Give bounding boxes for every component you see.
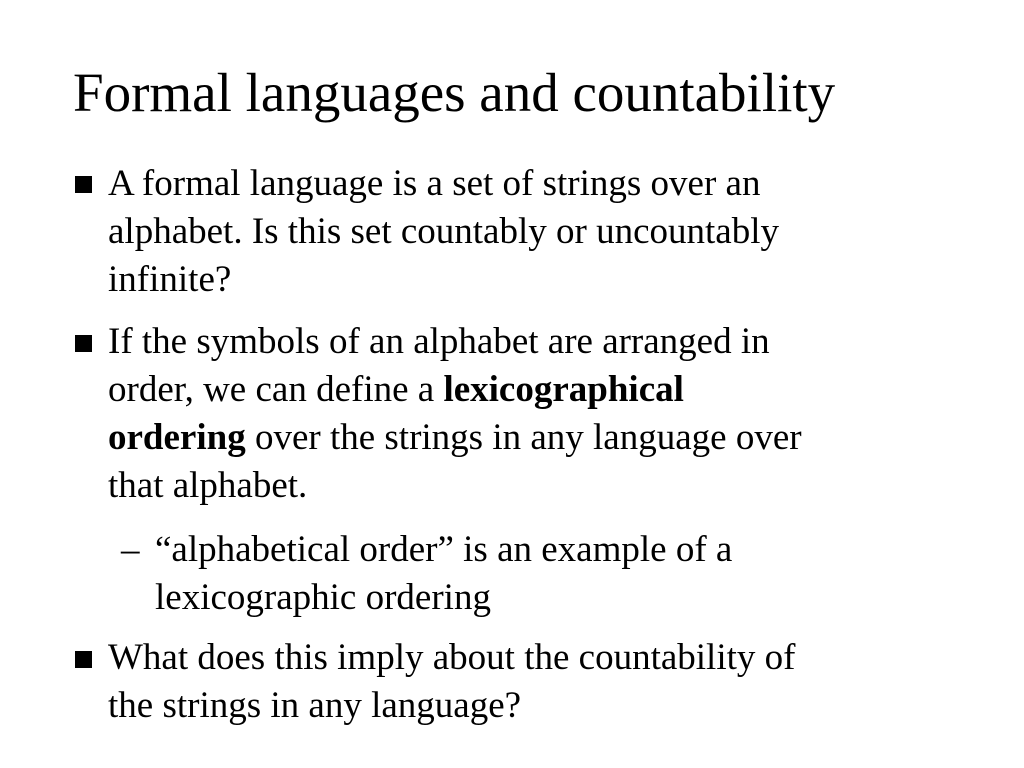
text-line: the strings in any language? bbox=[108, 685, 522, 726]
text-segment: order, we can define a bbox=[108, 369, 444, 410]
text-line: A formal language is a set of strings over an bbox=[108, 163, 761, 204]
sub-bullet-text bbox=[155, 526, 975, 622]
bold-term: lexicographical bbox=[443, 369, 684, 410]
text-line: that alphabet. bbox=[108, 465, 308, 506]
text-line bbox=[108, 366, 988, 414]
text-segment: over the strings in any language over bbox=[245, 417, 802, 458]
text-line: infinite? bbox=[108, 259, 232, 300]
bullet-text bbox=[108, 318, 988, 510]
text-line bbox=[108, 414, 988, 462]
text-line: lexicographic ordering bbox=[155, 577, 491, 618]
square-bullet-icon bbox=[75, 176, 92, 193]
dash-bullet-icon: – bbox=[121, 529, 140, 570]
bullet-text bbox=[108, 634, 988, 730]
text-line: What does this imply about the countability of bbox=[108, 637, 796, 678]
square-bullet-icon bbox=[75, 651, 92, 668]
slide-title: Formal languages and countability bbox=[73, 62, 836, 123]
square-bullet-icon bbox=[75, 335, 92, 352]
text-line: “alphabetical order” is an example of a bbox=[155, 529, 733, 570]
bullet-text bbox=[108, 160, 988, 304]
text-line: alphabet. Is this set countably or uncountably bbox=[108, 211, 779, 252]
bold-term: ordering bbox=[108, 417, 246, 458]
text-line: If the symbols of an alphabet are arranged in bbox=[108, 321, 770, 362]
